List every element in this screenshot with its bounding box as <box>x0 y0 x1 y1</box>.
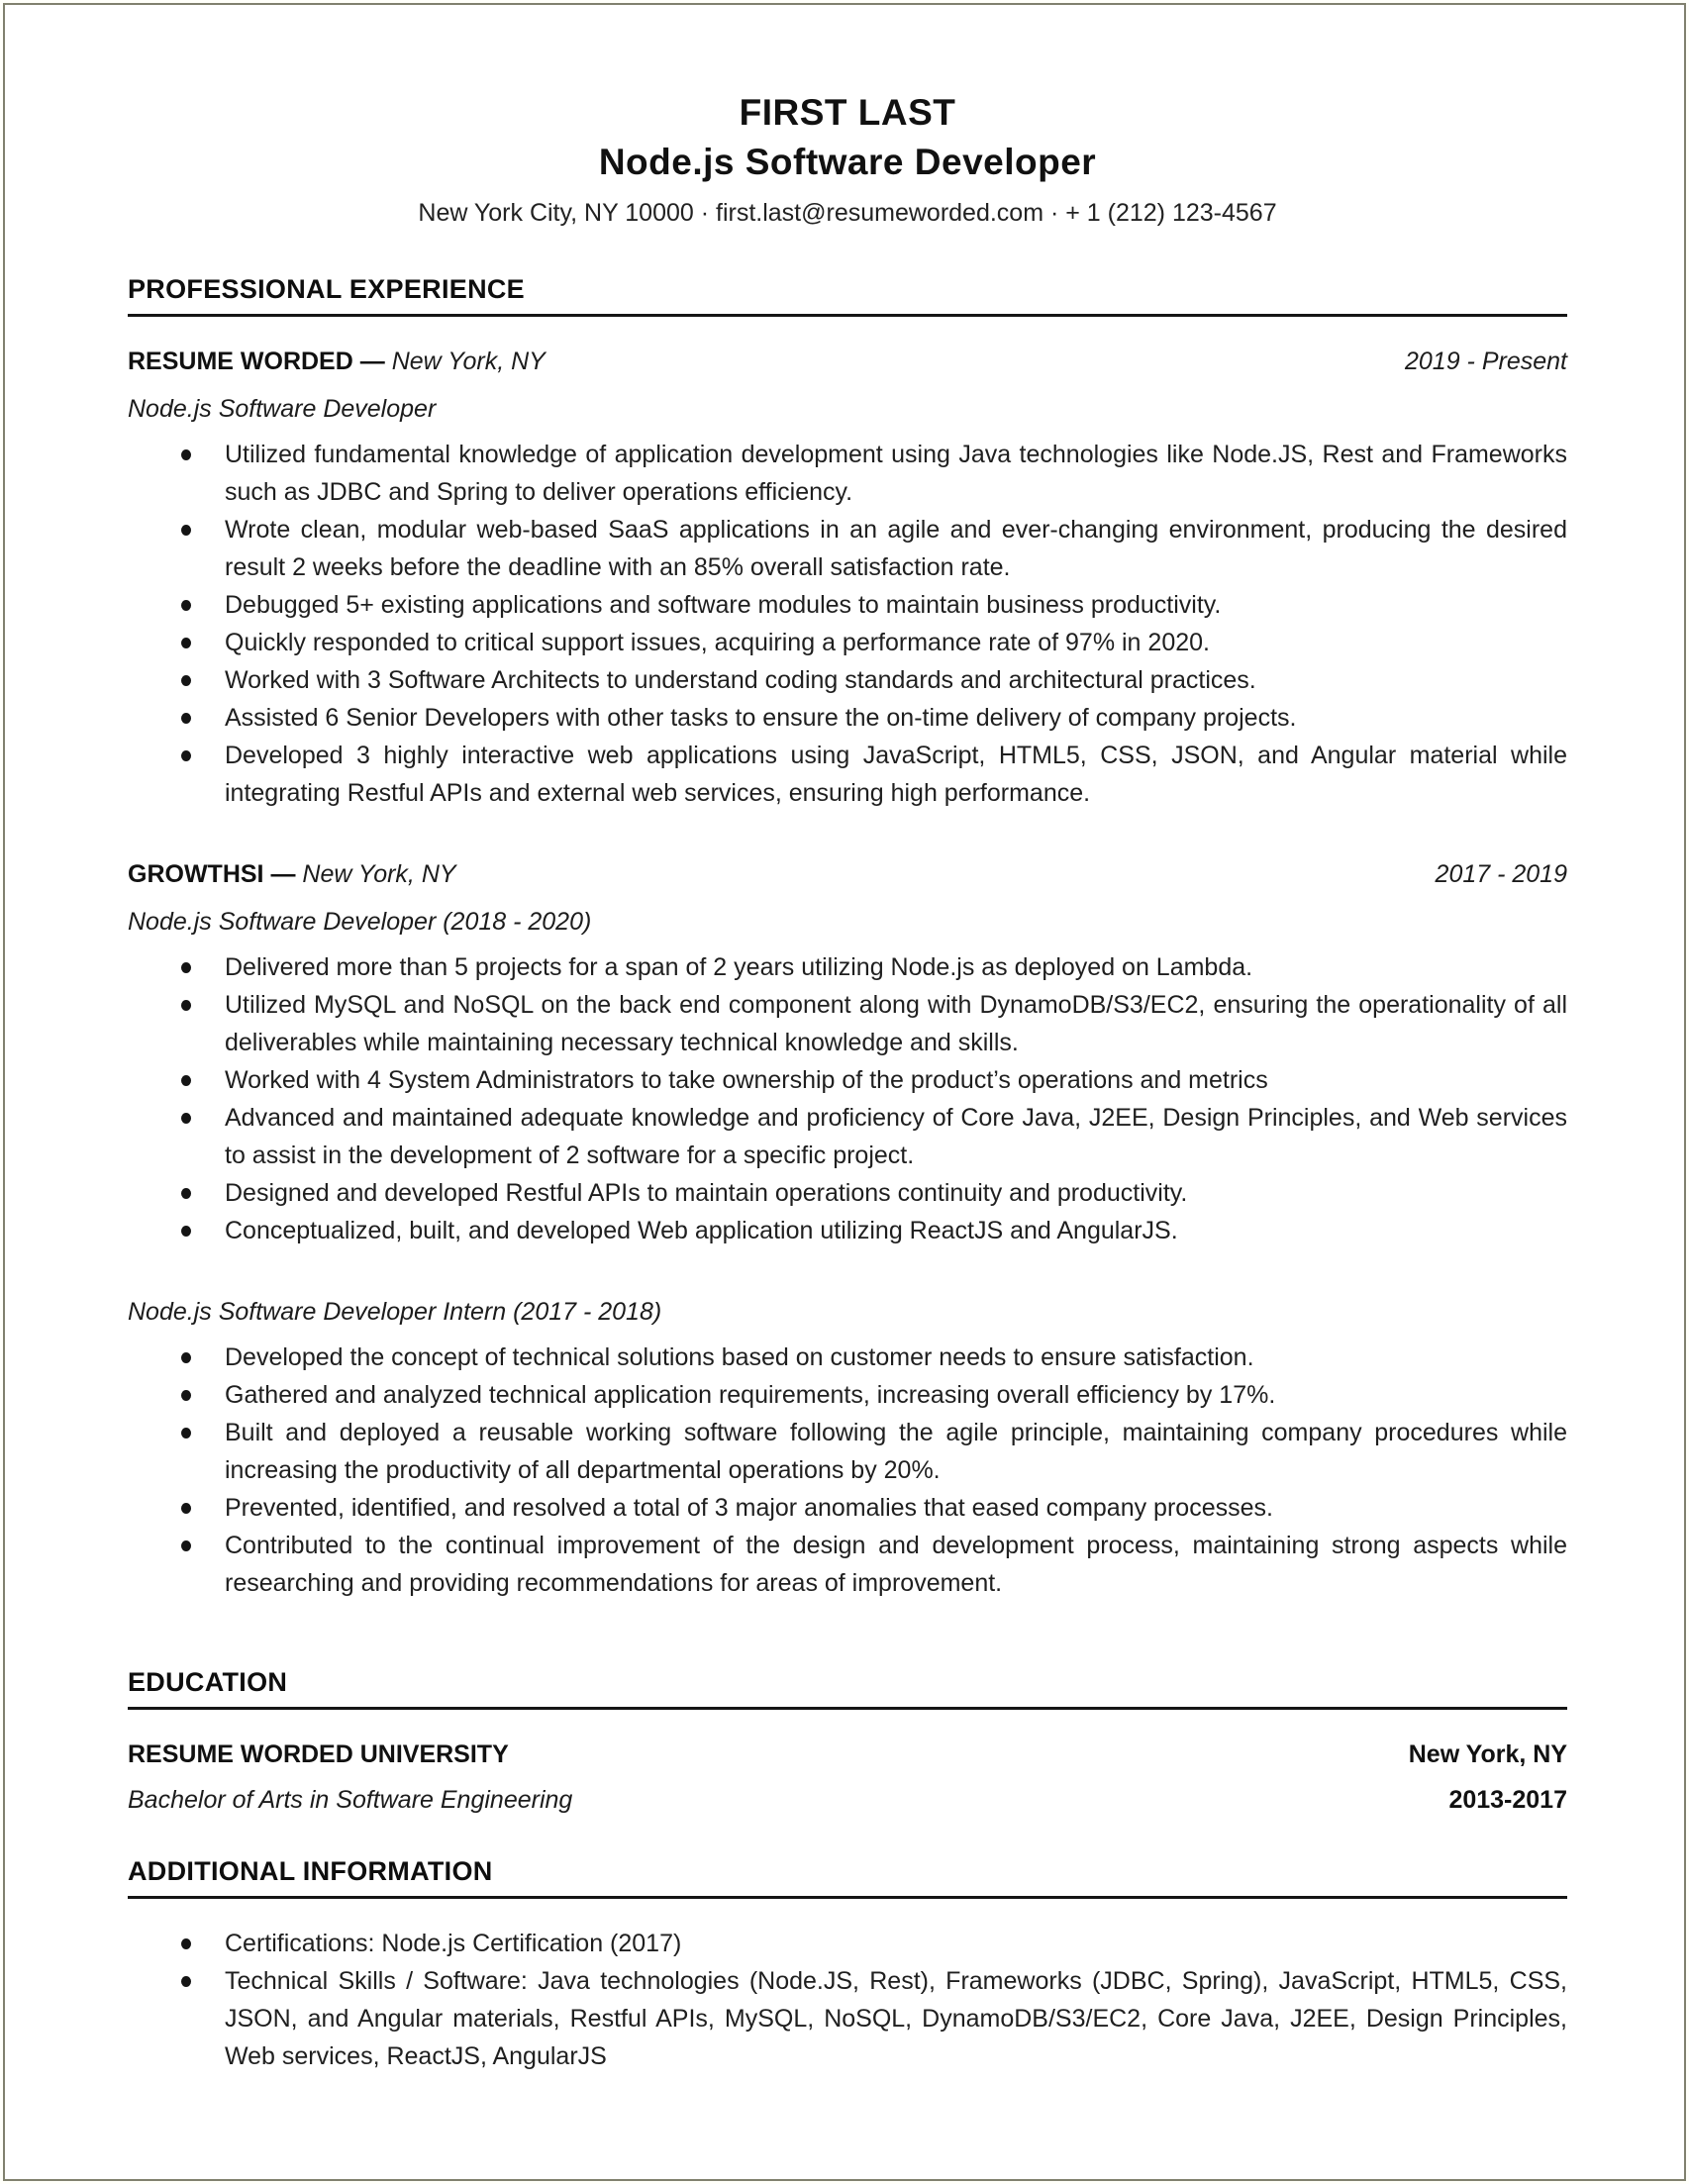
company-name: GROWTHSI <box>128 860 264 888</box>
bullet-item: Delivered more than 5 projects for a span of 2 years utilizing Node.js as deployed on Lambda. <box>225 948 1567 986</box>
bullet-item: Developed 3 highly interactive web applications using JavaScript, HTML5, CSS, JSON, and Angular material while integrating Restful APIs and external web services, ensuring high performance. <box>225 737 1567 812</box>
bullet-item: Wrote clean, modular web-based SaaS applications in an agile and ever-changing environment, producing the desired result 2 weeks before the deadline with an 85% overall satisfaction rate. <box>225 511 1567 586</box>
candidate-name: FIRST LAST <box>739 92 956 133</box>
job-company-line <box>128 855 456 893</box>
school-name: RESUME WORDED UNIVERSITY <box>128 1740 509 1768</box>
bullet-item: Debugged 5+ existing applications and software modules to maintain business productivity. <box>225 586 1567 624</box>
resume-page <box>3 3 1686 2181</box>
job-role: Node.js Software Developer (2018 - 2020) <box>128 908 592 936</box>
job-growthsi-intern <box>128 1293 1567 1602</box>
job-growthsi <box>128 855 1567 1249</box>
job-role: Node.js Software Developer Intern (2017 - 2018) <box>128 1298 662 1326</box>
education-dates: 2013-2017 <box>1448 1786 1567 1814</box>
job-header <box>128 343 1567 380</box>
bullet-item: Utilized MySQL and NoSQL on the back end component along with DynamoDB/S3/EC2, ensuring the operationality of all deliverables while maintaining necessary technical knowledge and skills. <box>225 986 1567 1061</box>
contact-line: New York City, NY 10000 · first.last@resumeworded.com · + 1 (212) 123-4567 <box>418 199 1277 227</box>
additional-heading: ADDITIONAL INFORMATION <box>128 1856 1567 1899</box>
job-bullet-list <box>128 436 1567 812</box>
bullet-item: Designed and developed Restful APIs to maintain operations continuity and productivity. <box>225 1174 1567 1212</box>
job-role: Node.js Software Developer <box>128 395 437 423</box>
company-name: RESUME WORDED <box>128 347 353 375</box>
bullet-item: Advanced and maintained adequate knowledge and proficiency of Core Java, J2EE, Design Principles, and Web services to assist in the development of 2 software for a specific project. <box>225 1099 1567 1174</box>
job-location: New York, NY <box>391 347 546 375</box>
company-dash: — <box>270 860 296 888</box>
section-education <box>128 1667 1567 1819</box>
section-additional-information <box>128 1856 1567 2075</box>
bullet-item: Certifications: Node.js Certification (2017) <box>225 1925 1567 1962</box>
job-location: New York, NY <box>302 860 456 888</box>
company-dash: — <box>359 347 385 375</box>
bullet-item: Quickly responded to critical support issues, acquiring a performance rate of 97% in 2020. <box>225 624 1567 661</box>
experience-heading: PROFESSIONAL EXPERIENCE <box>128 274 1567 317</box>
education-entry <box>128 1736 1567 1819</box>
additional-bullet-list <box>128 1925 1567 2075</box>
section-professional-experience <box>128 274 1567 1602</box>
education-left-column <box>128 1736 572 1819</box>
bullet-item: Gathered and analyzed technical application requirements, increasing overall efficiency by 17%. <box>225 1376 1567 1414</box>
education-heading: EDUCATION <box>128 1667 1567 1710</box>
job-bullet-list <box>128 948 1567 1249</box>
job-resume-worded <box>128 343 1567 812</box>
degree-name: Bachelor of Arts in Software Engineering <box>128 1786 573 1814</box>
bullet-item: Technical Skills / Software: Java technologies (Node.JS, Rest), Frameworks (JDBC, Spring), JavaScript, HTML5, CSS, JSON, and Angular materials, Restful APIs, MySQL, NoSQL, DynamoDB/S3/EC2, Core Java, J2EE, Design Principles, Web services, ReactJS, AngularJS <box>225 1962 1567 2075</box>
education-right-column <box>1409 1736 1567 1819</box>
job-company-line <box>128 343 546 380</box>
bullet-item: Worked with 4 System Administrators to take ownership of the product’s operations and metrics <box>225 1061 1567 1099</box>
candidate-title: Node.js Software Developer <box>598 142 1097 182</box>
bullet-item: Developed the concept of technical solutions based on customer needs to ensure satisfaction. <box>225 1339 1567 1376</box>
job-dates: 2017 - 2019 <box>1435 860 1567 888</box>
job-bullet-list <box>128 1339 1567 1602</box>
bullet-item: Worked with 3 Software Architects to understand coding standards and architectural practices. <box>225 661 1567 699</box>
bullet-item: Prevented, identified, and resolved a total of 3 major anomalies that eased company processes. <box>225 1489 1567 1527</box>
bullet-item: Utilized fundamental knowledge of application development using Java technologies like Node.JS, Rest and Frameworks such as JDBC and Spring to deliver operations efficiency. <box>225 436 1567 511</box>
job-dates: 2019 - Present <box>1405 347 1567 375</box>
education-location: New York, NY <box>1408 1740 1567 1768</box>
job-header <box>128 855 1567 893</box>
bullet-item: Assisted 6 Senior Developers with other tasks to ensure the on-time delivery of company projects. <box>225 699 1567 737</box>
bullet-item: Contributed to the continual improvement of the design and development process, maintaining strong aspects while researching and providing recommendations for areas of improvement. <box>225 1527 1567 1602</box>
resume-header <box>128 88 1567 231</box>
bullet-item: Conceptualized, built, and developed Web application utilizing ReactJS and AngularJS. <box>225 1212 1567 1249</box>
bullet-item: Built and deployed a reusable working software following the agile principle, maintaining company procedures while increasing the productivity of all departmental operations by 20%. <box>225 1414 1567 1489</box>
